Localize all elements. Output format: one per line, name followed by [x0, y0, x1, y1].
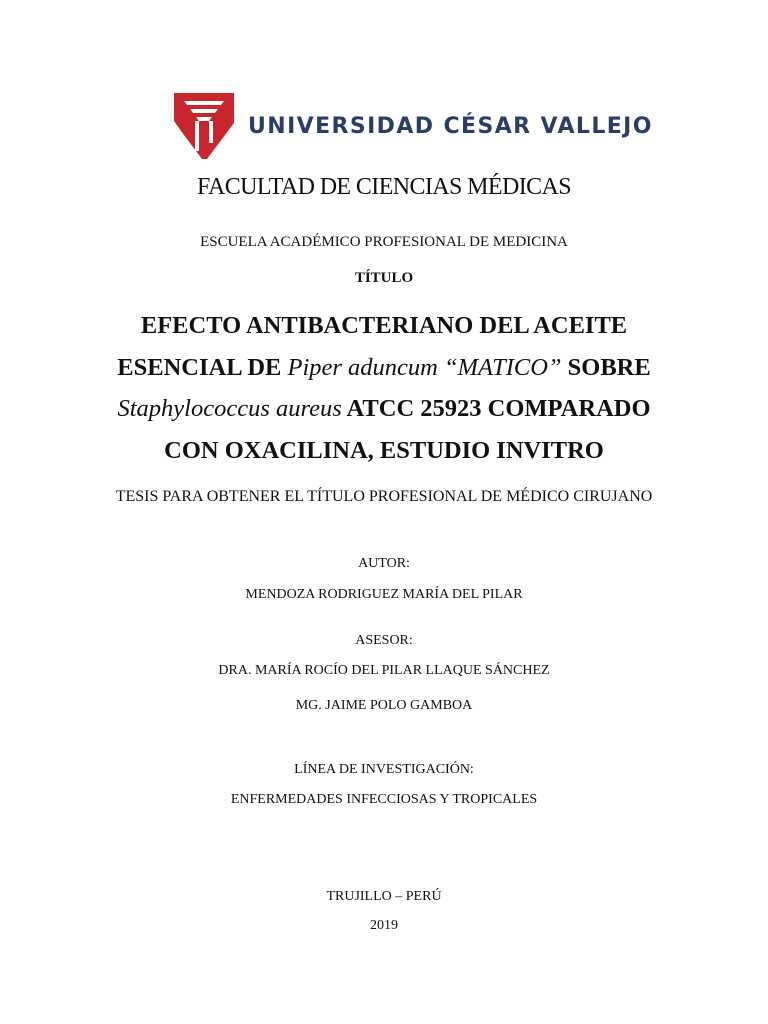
university-logo: [174, 93, 653, 159]
advisor-name: DRA. MARÍA ROCÍO DEL PILAR LLAQUE SÁNCHEZ: [218, 663, 550, 678]
thesis-title-line-2: [0, 347, 768, 389]
advisor-name: MG. JAIME POLO GAMBOA: [295, 698, 473, 713]
thesis-title-line-1: EFECTO ANTIBACTERIANO DEL ACEITE: [140, 312, 628, 339]
author-label: AUTOR:: [358, 556, 410, 571]
research-line-value: ENFERMEDADES INFECCIOSAS Y TROPICALES: [230, 792, 538, 807]
faculty-name: FACULTAD DE CIENCIAS MÉDICAS: [197, 174, 571, 200]
university-shield-icon: [174, 93, 234, 159]
school-name: ESCUELA ACADÉMICO PROFESIONAL DE MEDICINA: [200, 234, 568, 250]
research-line-label: LÍNEA DE INVESTIGACIÓN:: [294, 762, 474, 777]
title-segment: ATCC 25923 COMPARADO: [341, 395, 651, 422]
year: 2019: [370, 918, 398, 933]
degree-statement: TESIS PARA OBTENER EL TÍTULO PROFESIONAL DE MÉDICO CIRUJANO: [115, 488, 653, 505]
species-name-italic: Piper aduncum “MATICO”: [287, 353, 562, 381]
bacteria-name-italic: Staphylococcus aureus: [117, 395, 342, 422]
university-name: UNIVERSIDAD CÉSAR VALLEJO: [248, 113, 653, 139]
thesis-title-line-3: [0, 388, 768, 430]
advisor-label: ASESOR:: [355, 633, 413, 648]
title-label: TÍTULO: [354, 270, 414, 286]
thesis-title-line-4: CON OXACILINA, ESTUDIO INVITRO: [164, 436, 604, 464]
thesis-title: [0, 305, 768, 471]
title-segment: SOBRE: [561, 353, 651, 381]
title-segment: ESENCIAL DE: [117, 353, 288, 381]
author-name: MENDOZA RODRIGUEZ MARÍA DEL PILAR: [245, 587, 523, 602]
place: TRUJILLO – PERÚ: [326, 889, 442, 904]
